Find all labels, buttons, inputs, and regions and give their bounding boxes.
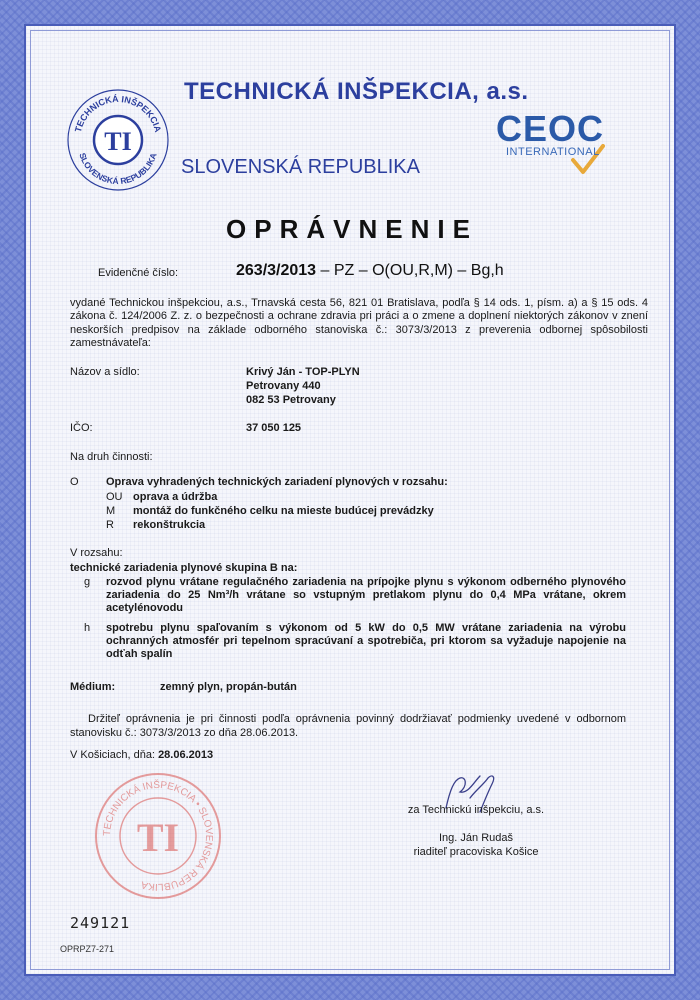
scope-label: V rozsahu: [70, 547, 123, 559]
registration-number-value: 263/3/2013 [236, 262, 317, 279]
declaration-text: Držiteľ oprávnenia je pri činnosti podľa oprávnenia povinný dodržiavať podmienky uvedené v odbornom stanovisku č.: 3073/3/2013 zo dňa 28.06.2013. [70, 713, 626, 739]
registration-label: Evidenčné číslo: [98, 267, 179, 279]
activity-text: oprava a údržba [133, 491, 218, 503]
stamp-letters: TI [136, 815, 180, 860]
organization-name: TECHNICKÁ INŠPEKCIA, a.s. [184, 78, 529, 105]
activity-letter: O [70, 476, 79, 488]
activity-code: OU [106, 491, 123, 503]
signatory-title: riaditeľ pracoviska Košice [413, 846, 539, 858]
ico-label: IČO: [70, 422, 93, 434]
scope-group: technické zariadenia plynové skupina B na: [70, 562, 298, 574]
document-title: OPRÁVNENIE [226, 214, 478, 244]
form-code: OPRPZ7-271 [60, 944, 115, 954]
country-name: SLOVENSKÁ REPUBLIKA [181, 156, 420, 178]
seal-letters: TI [104, 127, 132, 156]
activity-title: Oprava vyhradených technických zariadení plynových v rozsahu: [106, 476, 448, 488]
name-label: Názov a sídlo: [70, 366, 140, 378]
activity-label: Na druh činnosti: [70, 451, 153, 463]
activity-code: M [106, 505, 116, 517]
activity-text: montáž do funkčného celku na mieste budúcej prevádzky [133, 505, 434, 517]
seal-ring-top-text: TECHNICKÁ INŠPEKCIA [72, 93, 164, 134]
ceoc-logo: CEOC [496, 108, 605, 149]
scope-text: rozvod plynu vrátane regulačného zariadenia na prípojke plynu s výkonom odberného plynového zariadenia do 25 Nm³/h vrátane so vstupným pretlakom plynu do 0,4 MPa vrátane, okrem acetylénovodu [106, 576, 626, 615]
scope-code: h [84, 622, 91, 634]
issue-date: 28.06.2013 [158, 749, 214, 761]
declaration-paragraph [70, 713, 626, 740]
certificate-paper [24, 24, 676, 976]
company-name: Krivý Ján - TOP-PLYN [246, 366, 360, 378]
registration-number [236, 262, 504, 280]
registration-suffix: – PZ – O(OU,R,M) – Bg,h [316, 262, 504, 279]
ceoc-subtitle: INTERNATIONAL [506, 146, 600, 158]
scope-text: spotrebu plynu spaľovaním s výkonom od 5 kW do 0,5 MW vrátane zariadenia na výrobu ochranných atmosfér pri tepelnom spracúvaní a spotrebiča, pri ktorom sa vyžaduje napojenie na odťah spalín [106, 622, 626, 661]
seal-ring-bottom-text: SLOVENSKÁ REPUBLIKA [77, 151, 159, 187]
issuer-line: za Technickú inšpekciu, a.s. [407, 804, 545, 816]
medium-label: Médium: [70, 681, 116, 693]
serial-number: 249121 [70, 914, 131, 932]
scope-code: g [84, 576, 91, 588]
ico-value: 37 050 125 [246, 422, 302, 434]
address-city: 082 53 Petrovany [246, 394, 336, 406]
medium-value: zemný plyn, propán-bután [160, 681, 297, 693]
address-street: Petrovany 440 [246, 380, 321, 392]
place-date-prefix: V Košiciach, dňa: [70, 749, 159, 761]
activity-text: rekonštrukcia [133, 519, 206, 531]
signatory-name: Ing. Ján Rudaš [439, 832, 513, 844]
place-date [70, 748, 213, 762]
ti-stamp [94, 772, 222, 900]
activity-code: R [106, 519, 114, 531]
intro-paragraph: vydané Technickou inšpekciou, a.s., Trnavská cesta 56, 821 01 Bratislava, podľa § 14 ods. 1, písm. a) a § 15 ods. 4 zákona č. 124/2006 Z. z. o bezpečnosti a ochrane zdravia pri práci a o zmene a doplnení niektorých zákonov v znení neskorších predpisov na základe odborného stanoviska č.: 3073/3/2013 z preverenia odbornej spôsobilosti zamestnávateľa: [70, 297, 648, 350]
stamp-ring-text: TECHNICKÁ INŠPEKCIA • SLOVENSKÁ REPUBLIKA [101, 779, 215, 893]
ti-seal-logo [66, 88, 170, 192]
